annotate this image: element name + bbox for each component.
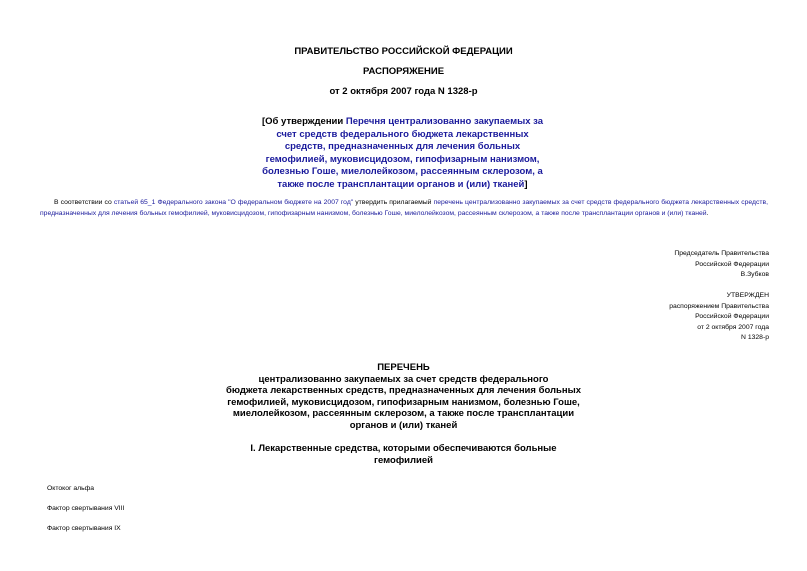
list-item: Фактор свертывания IX: [47, 525, 121, 532]
document-subject: [255, 116, 550, 191]
government-title: ПРАВИТЕЛЬСТВО РОССИЙСКОЙ ФЕДЕРАЦИИ: [294, 46, 513, 57]
subject-close: ]: [524, 178, 528, 190]
section-1-line-2: гемофилией: [374, 454, 433, 466]
signature-position: Председатель Правительства: [674, 250, 769, 257]
list-title-line-5: органов и (или) тканей: [349, 419, 458, 431]
body-text-3: .: [706, 209, 709, 217]
subject-link[interactable]: Перечня централизованно закупаемых за счет средств федерального бюджета лекарственных средств, предназначенных для лечения больных гемофилией, муковисцидозом, гипофизарным нанизмом, болезнью Гоше, миелолейкозом, рассеянным склерозом, а также после трансплантации органов и (или) тканей: [262, 116, 544, 190]
body-paragraph: [40, 198, 768, 219]
signature-country: Российской Федерации: [695, 260, 769, 268]
subject-open: [Об утверждении: [261, 116, 346, 127]
body-text-1: В соответствии со: [54, 199, 114, 206]
list-title-line-3: гемофилией, муковисцидозом, гипофизарным нанизмом, болезнью Гоше,: [227, 396, 580, 408]
law-article-link[interactable]: статьей 65_1 Федерального закона "О федеральном бюджете на 2007 год": [113, 199, 354, 206]
document-date-number: от 2 октября 2007 года N 1328-р: [329, 86, 478, 97]
approval-block: [569, 291, 769, 344]
approval-number: N 1328-р: [741, 334, 769, 341]
list-item: Октоког альфа: [47, 485, 95, 492]
section-1-heading: [0, 443, 807, 466]
list-title-line-1: централизованно закупаемых за счет средств федерального: [258, 373, 549, 385]
approval-by: распоряжением Правительства: [669, 302, 769, 310]
signature-block: [569, 249, 769, 281]
section-1-line-1: I. Лекарственные средства, которыми обеспечиваются больные: [250, 443, 557, 454]
body-text-2: утвердить прилагаемый: [353, 199, 434, 206]
list-heading: ПЕРЕЧЕНЬ: [377, 362, 430, 373]
document-type: РАСПОРЯЖЕНИЕ: [362, 66, 445, 77]
list-item: Фактор свертывания VIII: [47, 505, 125, 512]
approved-list-link[interactable]: перечень централизованно закупаемых за счет средств федерального бюджета лекарственных средств, предназначенных для лечения больных гемофилией, муковисцидозом, гипофизарным нанизмом, болезнью Гоше, миелолейкозом, рассеянным склерозом, а также после трансплантации органов и (или) тканей: [40, 199, 769, 217]
approval-date: от 2 октября 2007 года: [697, 323, 769, 331]
list-title: [0, 362, 807, 431]
approval-label: УТВЕРЖДЕН: [726, 292, 769, 299]
approval-country: Российской Федерации: [695, 313, 769, 320]
list-title-line-2: бюджета лекарственных средств, предназначенных для лечения больных: [225, 385, 582, 396]
signature-name: В.Зубков: [740, 271, 769, 278]
list-title-line-4: миелолейкозом, рассеянным склерозом, а также после трансплантации: [232, 408, 575, 419]
